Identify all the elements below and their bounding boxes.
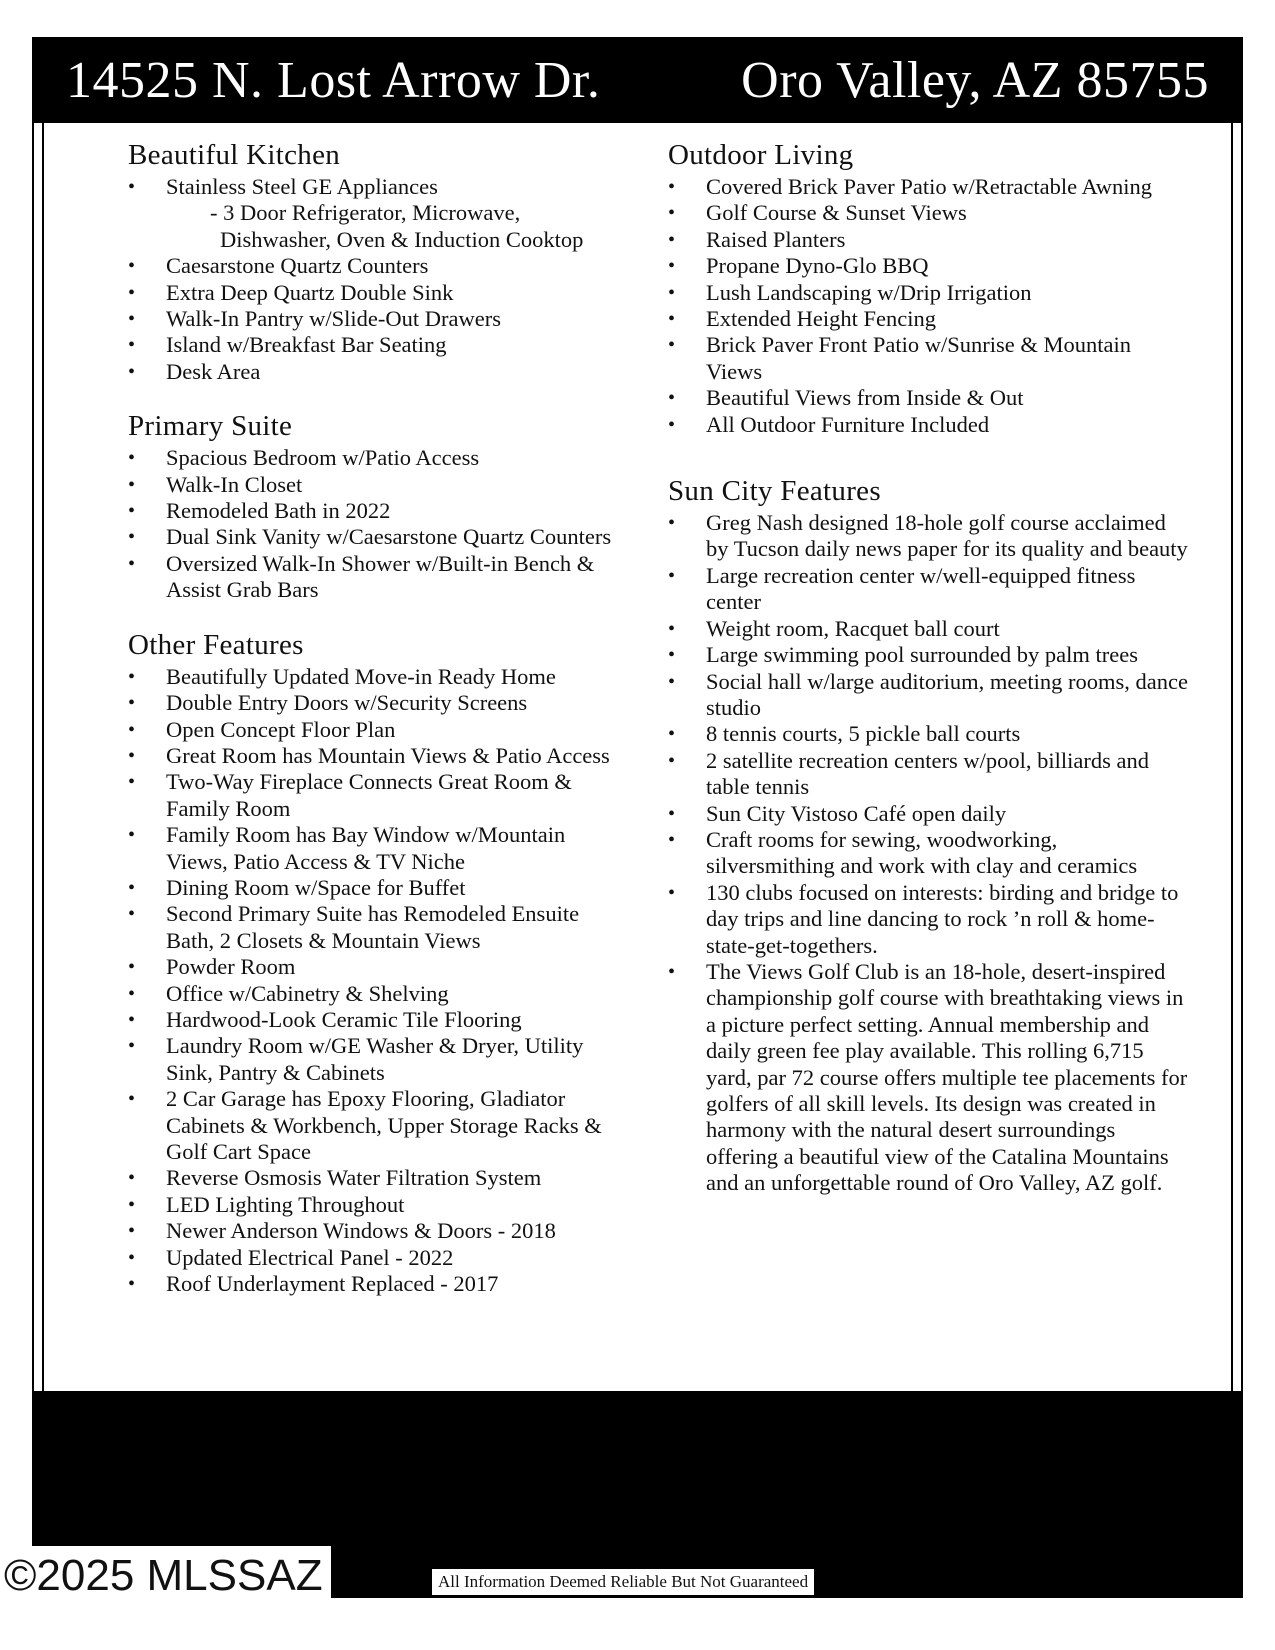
list-item: • Raised Planters: [668, 227, 1188, 253]
list-item: • Beautiful Views from Inside & Out: [668, 385, 1188, 411]
list-item: • Spacious Bedroom w/Patio Access: [128, 445, 628, 471]
street-address: 14525 N. Lost Arrow Dr.: [66, 51, 601, 109]
list-item: • Large recreation center w/well-equipped fitness center: [668, 563, 1188, 616]
list-item: • 8 tennis courts, 5 pickle ball courts: [668, 721, 1188, 747]
list-item: • Brick Paver Front Patio w/Sunrise & Mountain Views: [668, 332, 1188, 385]
right-border: [1231, 123, 1243, 1391]
list-item: • Caesarstone Quartz Counters: [128, 253, 628, 279]
list-item: • Walk-In Pantry w/Slide-Out Drawers: [128, 306, 628, 332]
list-item: • Family Room has Bay Window w/Mountain Views, Patio Access & TV Niche: [128, 822, 628, 875]
list-item: • Greg Nash designed 18-hole golf course acclaimed by Tucson daily news paper for its quality and beauty: [668, 510, 1188, 563]
list-item: • Stainless Steel GE Appliances - 3 Door Refrigerator, Microwave, Dishwasher, Oven & Induction Cooktop: [128, 174, 628, 253]
list-item: • Propane Dyno-Glo BBQ: [668, 253, 1188, 279]
sub-item: - 3 Door Refrigerator, Microwave, Dishwasher, Oven & Induction Cooktop: [210, 200, 584, 252]
other-list: [128, 664, 628, 1298]
list-item: • Sun City Vistoso Café open daily: [668, 801, 1188, 827]
list-item: • Second Primary Suite has Remodeled Ensuite Bath, 2 Closets & Mountain Views: [128, 901, 628, 954]
suncity-list: [668, 510, 1188, 1197]
list-item: • Hardwood-Look Ceramic Tile Flooring: [128, 1007, 628, 1033]
list-item: • Two-Way Fireplace Connects Great Room & Family Room: [128, 769, 628, 822]
sun-city-section: [668, 474, 1188, 1197]
copyright-watermark: ©2025 MLSSAZ: [4, 1546, 331, 1606]
list-item: • Newer Anderson Windows & Doors - 2018: [128, 1218, 628, 1244]
list-item: • Large swimming pool surrounded by palm trees: [668, 642, 1188, 668]
left-column: [128, 138, 628, 1321]
list-item: • Dual Sink Vanity w/Caesarstone Quartz Counters: [128, 524, 628, 550]
list-item: • Golf Course & Sunset Views: [668, 200, 1188, 226]
list-item: • Walk-In Closet: [128, 472, 628, 498]
list-item: • Island w/Breakfast Bar Seating: [128, 332, 628, 358]
list-item: • Extra Deep Quartz Double Sink: [128, 280, 628, 306]
list-item: • Open Concept Floor Plan: [128, 717, 628, 743]
list-item: • Extended Height Fencing: [668, 306, 1188, 332]
list-item: • Oversized Walk-In Shower w/Built-in Bench & Assist Grab Bars: [128, 551, 628, 604]
list-item: • Reverse Osmosis Water Filtration System: [128, 1165, 628, 1191]
city-state-zip: Oro Valley, AZ 85755: [741, 51, 1209, 109]
list-item: • Updated Electrical Panel - 2022: [128, 1245, 628, 1271]
list-item: • LED Lighting Throughout: [128, 1192, 628, 1218]
kitchen-list: [128, 174, 628, 385]
list-item: • Social hall w/large auditorium, meeting rooms, dance studio: [668, 669, 1188, 722]
list-item: • Desk Area: [128, 359, 628, 385]
list-item: • Roof Underlayment Replaced - 2017: [128, 1271, 628, 1297]
section-title: Primary Suite: [128, 410, 293, 443]
list-item: • Office w/Cabinetry & Shelving: [128, 981, 628, 1007]
list-item: • Beautifully Updated Move-in Ready Home: [128, 664, 628, 690]
list-item: • 2 satellite recreation centers w/pool, billiards and table tennis: [668, 748, 1188, 801]
section-title: Sun City Features: [668, 475, 881, 508]
list-item: • All Outdoor Furniture Included: [668, 412, 1188, 438]
section-title: Other Features: [128, 628, 304, 661]
list-item: • Powder Room: [128, 954, 628, 980]
disclaimer-text: All Information Deemed Reliable But Not Guaranteed: [432, 1569, 814, 1595]
left-border: [32, 123, 44, 1391]
list-item: • Dining Room w/Space for Buffet: [128, 875, 628, 901]
section-title: Outdoor Living: [668, 139, 854, 171]
primary-suite-section: [128, 409, 628, 603]
list-item: • Laundry Room w/GE Washer & Dryer, Utility Sink, Pantry & Cabinets: [128, 1033, 628, 1086]
section-title: Beautiful Kitchen: [128, 139, 341, 171]
list-item: • 130 clubs focused on interests: birding and bridge to day trips and line dancing to rock ’n roll & home-state-get-togethers.: [668, 880, 1188, 959]
right-column: [668, 138, 1188, 1221]
list-item: • Lush Landscaping w/Drip Irrigation: [668, 280, 1188, 306]
primary-list: [128, 445, 628, 603]
list-item: • Remodeled Bath in 2022: [128, 498, 628, 524]
list-item: • The Views Golf Club is an 18-hole, desert-inspired championship golf course with breathtaking views in a picture perfect setting. Annual membership and daily green fee play available. This rolling 6,715 yard, par 72 course offers multiple tee placements for golfers of all skill levels. Its design was created in harmony with the natural desert surroundings offering a beautiful view of the Catalina Mountains and an unforgettable round of Oro Valley, AZ golf.: [668, 959, 1188, 1197]
page-header: [32, 37, 1243, 123]
list-item: • Great Room has Mountain Views & Patio Access: [128, 743, 628, 769]
list-item: • Covered Brick Paver Patio w/Retractable Awning: [668, 174, 1188, 200]
list-item: • Weight room, Racquet ball court: [668, 616, 1188, 642]
kitchen-section: [128, 138, 628, 385]
list-item: • Craft rooms for sewing, woodworking, silversmithing and work with clay and ceramics: [668, 827, 1188, 880]
outdoor-living-section: [668, 138, 1188, 438]
list-item: • Double Entry Doors w/Security Screens: [128, 690, 628, 716]
other-features-section: [128, 628, 628, 1298]
list-item: • 2 Car Garage has Epoxy Flooring, Gladiator Cabinets & Workbench, Upper Storage Racks & Golf Cart Space: [128, 1086, 628, 1165]
outdoor-list: [668, 174, 1188, 438]
